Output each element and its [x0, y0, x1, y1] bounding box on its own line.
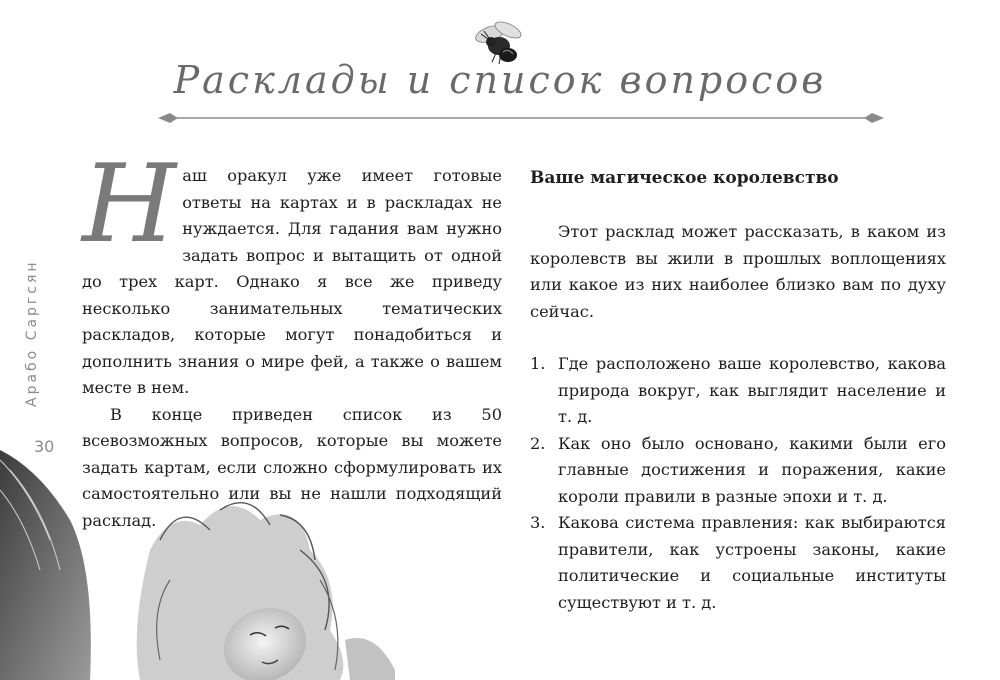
section-heading: Ваше магическое королевство	[530, 168, 839, 188]
list-item-text: Как оно было основано, какими были его главные достижения и поражения, какие короли правили в разные эпохи и т. д.	[558, 433, 946, 506]
intro-paragraph-text: аш оракул уже имеет готовые ответы на картах и в раскладах не нуждается. Для гадания вам нужно задать вопрос и вытащить от одной до трех карт. Однако я все же приведу несколько занимательных тематических раскладов, которые могут понадобиться и дополнить знания о мире фей, а также о вашем месте в нем.	[82, 166, 502, 397]
title-divider	[158, 108, 884, 128]
list-item-number: 3.	[530, 513, 546, 532]
list-item-text: Какова система правления: как выбираются правители, как устроены законы, какие политические и социальные институты существуют и т. д.	[558, 513, 946, 612]
list-item	[530, 431, 946, 511]
section-intro: Этот расклад может рассказать, в каком из королевств вы жили в прошлых воплощениях или какое из них наиболее близко вам по духу сейчас.	[530, 222, 946, 321]
page-number: 30	[34, 437, 55, 456]
second-paragraph: В конце приведен список из 50 всевозможных вопросов, которые вы можете задать картам, если сложно сформулировать их самостоятельно или вы не нашли подходящий расклад.	[82, 404, 502, 530]
list-item-text: Где расположено ваше королевство, какова природа вокруг, как выглядит население и т. д.	[558, 354, 946, 426]
right-column	[530, 163, 946, 616]
author-name: Арабо Саргсян	[24, 259, 40, 408]
angel-illustration	[0, 430, 400, 680]
list-item-number: 2.	[530, 433, 546, 453]
question-list	[530, 351, 946, 616]
drop-cap: Н	[82, 142, 177, 267]
list-item	[530, 510, 946, 616]
list-item-number: 1.	[530, 354, 546, 373]
intro-paragraph	[82, 142, 502, 402]
list-item	[530, 351, 946, 431]
page-title: Расклады и список вопросов	[173, 58, 827, 102]
